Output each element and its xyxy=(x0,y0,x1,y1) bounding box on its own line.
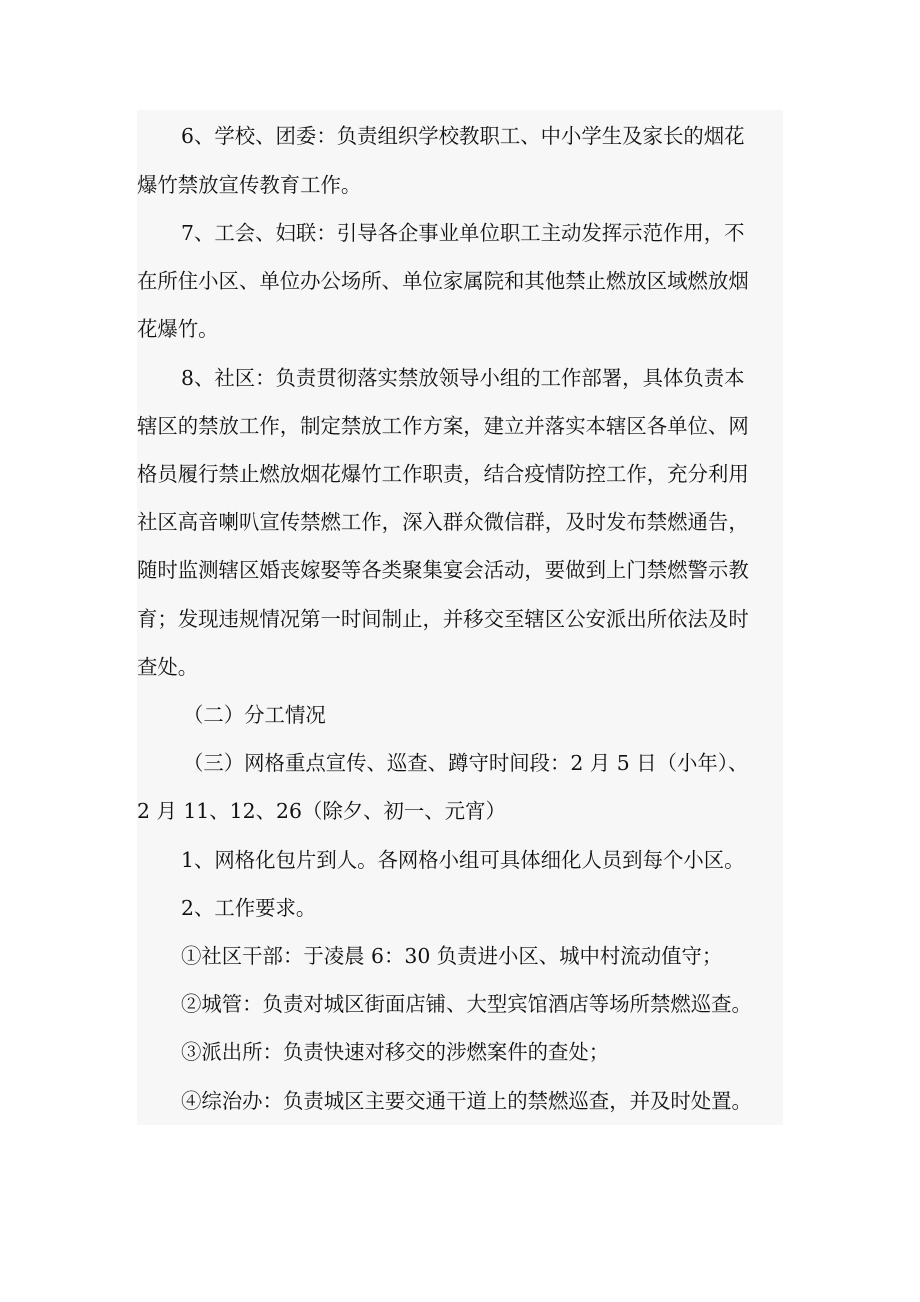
text-line: 格员履行禁止燃放烟花爆竹工作职责，结合疫情防控工作，充分利用 xyxy=(137,462,749,486)
text-line: 爆竹禁放宣传教育工作。 xyxy=(137,173,362,197)
section-heading: （三）网格重点宣传、巡查、蹲守时间段：2 月 5 日（小年）、 xyxy=(183,751,749,775)
text-line: 2、工作要求。 xyxy=(181,896,317,920)
text-line: 育；发现违规情况第一时间制止，并移交至辖区公安派出所依法及时 xyxy=(137,607,749,631)
text-line: ①社区干部：于凌晨 6：30 负责进小区、城中村流动值守； xyxy=(181,944,723,968)
text-line: ②城管：负责对城区街面店铺、大型宾馆酒店等场所禁燃巡查。 xyxy=(181,992,752,1016)
section-heading: （二）分工情况 xyxy=(183,703,326,727)
text-line: 查处。 xyxy=(137,655,199,679)
text-line: 随时监测辖区婚丧嫁娶等各类聚集宴会活动，要做到上门禁燃警示教 xyxy=(137,558,749,582)
text-line: 2 月 11、12、26（除夕、初一、元宵） xyxy=(137,799,506,823)
document-page xyxy=(137,110,783,1125)
text-line: 社区高音喇叭宣传禁燃工作，深入群众微信群，及时发布禁燃通告， xyxy=(137,510,749,534)
text-line: 6、学校、团委：负责组织学校教职工、中小学生及家长的烟花 xyxy=(181,124,745,148)
text-line: 8、社区：负责贯彻落实禁放领导小组的工作部署，具体负责本 xyxy=(181,366,745,390)
text-line: 7、工会、妇联：引导各企事业单位职工主动发挥示范作用，不 xyxy=(181,221,745,245)
text-line: ④综治办：负责城区主要交通干道上的禁燃巡查，并及时处置。 xyxy=(181,1089,752,1113)
text-line: ③派出所：负责快速对移交的涉燃案件的查处； xyxy=(181,1040,610,1064)
text-line: 花爆竹。 xyxy=(137,317,219,341)
text-line: 辖区的禁放工作，制定禁放工作方案，建立并落实本辖区各单位、网 xyxy=(137,414,749,438)
text-line: 在所住小区、单位办公场所、单位家属院和其他禁止燃放区域燃放烟 xyxy=(137,269,749,293)
text-line: 1、网格化包片到人。各网格小组可具体细化人员到每个小区。 xyxy=(181,848,745,872)
